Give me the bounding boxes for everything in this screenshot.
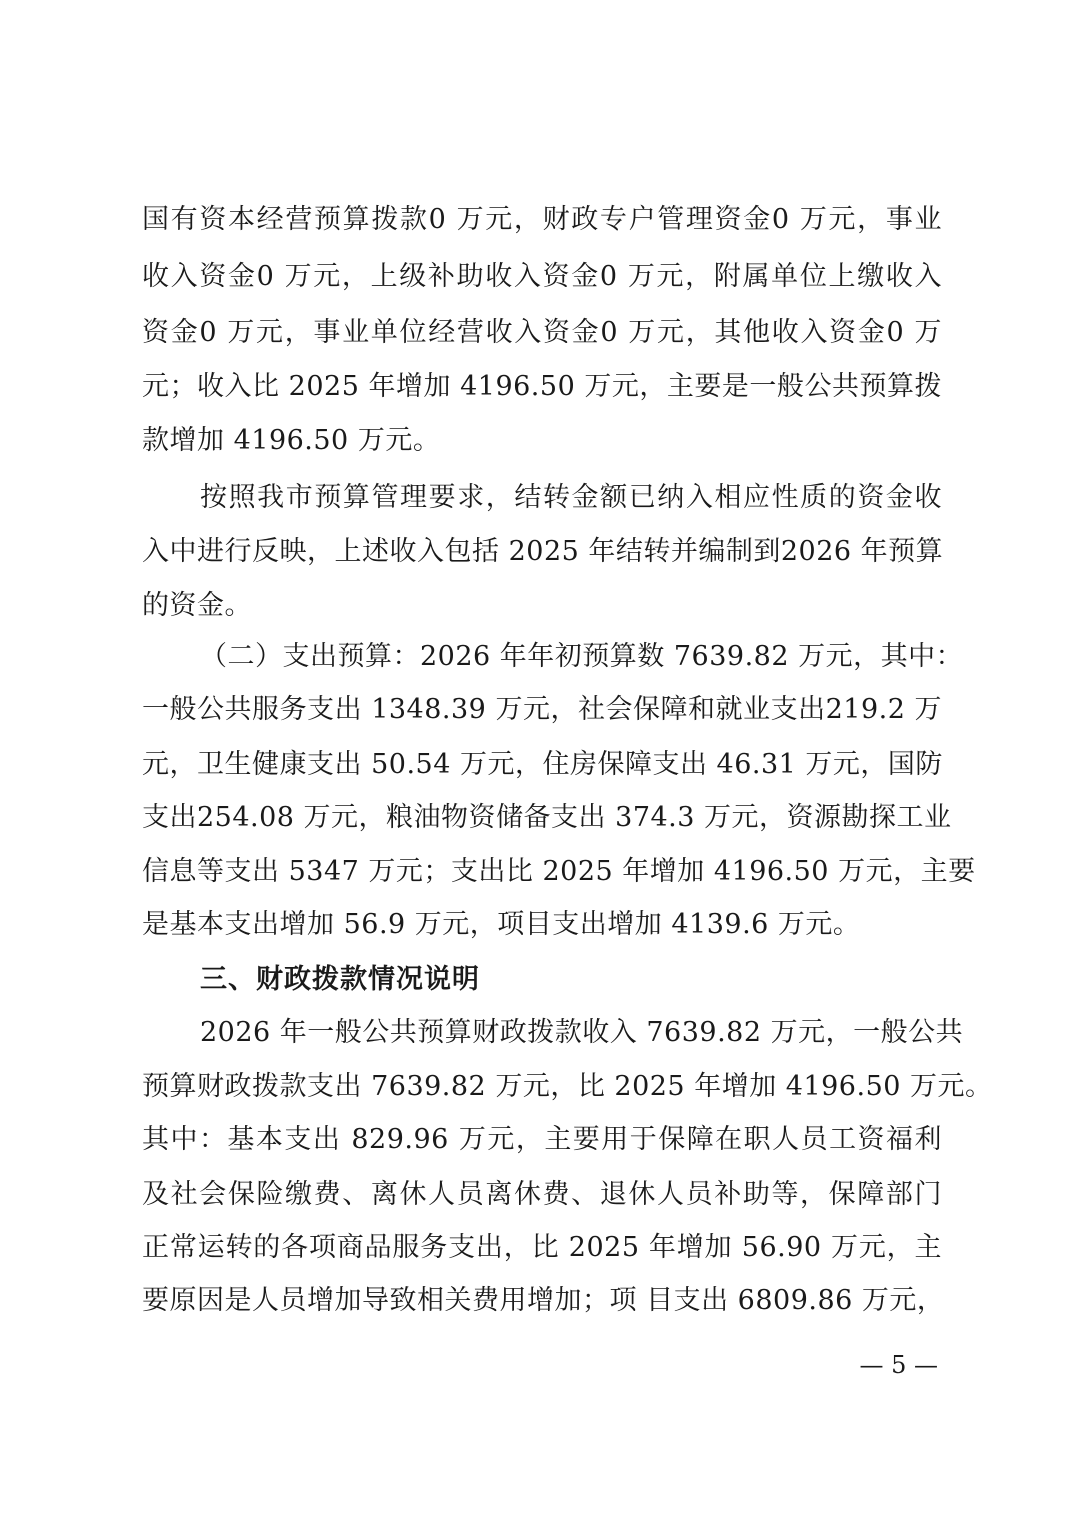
text-line: 收入资金0 万元，上级补助收入资金0 万元，附属单位上缴收入 — [142, 261, 942, 292]
text-line: 元；收入比 2025 年增加 4196.50 万元，主要是一般公共预算拨 — [142, 371, 942, 402]
text-line: 元，卫生健康支出 50.54 万元，住房保障支出 46.31 万元，国防 — [142, 749, 943, 780]
text-line: 是基本支出增加 56.9 万元，项目支出增加 4139.6 万元。 — [142, 909, 861, 940]
text-line: 入中进行反映，上述收入包括 2025 年结转并编制到2026 年预算 — [142, 536, 944, 567]
page-number: — 5 — — [859, 1351, 938, 1379]
text-line: 其中：基本支出 829.96 万元，主要用于保障在职人员工资福利 — [142, 1124, 942, 1155]
text-line: 预算财政拨款支出 7639.82 万元，比 2025 年增加 4196.50 万元。 — [142, 1071, 993, 1102]
text-line: 款增加 4196.50 万元。 — [142, 425, 441, 456]
text-line: 资金0 万元，事业单位经营收入资金0 万元，其他收入资金0 万 — [142, 317, 942, 348]
paragraph-first-line: 2026 年一般公共预算财政拨款收入 7639.82 万元，一般公共 — [200, 1017, 964, 1048]
text-line: 要原因是人员增加导致相关费用增加；项 目支出 6809.86 万元， — [142, 1285, 945, 1316]
text-line: 一般公共服务支出 1348.39 万元，社会保障和就业支出219.2 万 — [142, 694, 942, 725]
text-line: 及社会保险缴费、离休人员离休费、退休人员补助等，保障部门 — [142, 1179, 942, 1210]
text-line: 信息等支出 5347 万元；支出比 2025 年增加 4196.50 万元，主要 — [142, 856, 976, 887]
section-subheading-line: （二）支出预算：2026 年年初预算数 7639.82 万元，其中： — [200, 641, 964, 672]
text-line: 的资金。 — [142, 590, 252, 621]
text-line: 国有资本经营预算拨款0 万元，财政专户管理资金0 万元，事业 — [142, 204, 942, 235]
text-line: 支出254.08 万元，粮油物资储备支出 374.3 万元，资源勘探工业 — [142, 802, 952, 833]
paragraph-first-line: 按照我市预算管理要求，结转金额已纳入相应性质的资金收 — [200, 482, 942, 513]
section-heading: 三、财政拨款情况说明 — [200, 964, 480, 995]
text-line: 正常运转的各项商品服务支出，比 2025 年增加 56.90 万元，主 — [142, 1232, 942, 1263]
